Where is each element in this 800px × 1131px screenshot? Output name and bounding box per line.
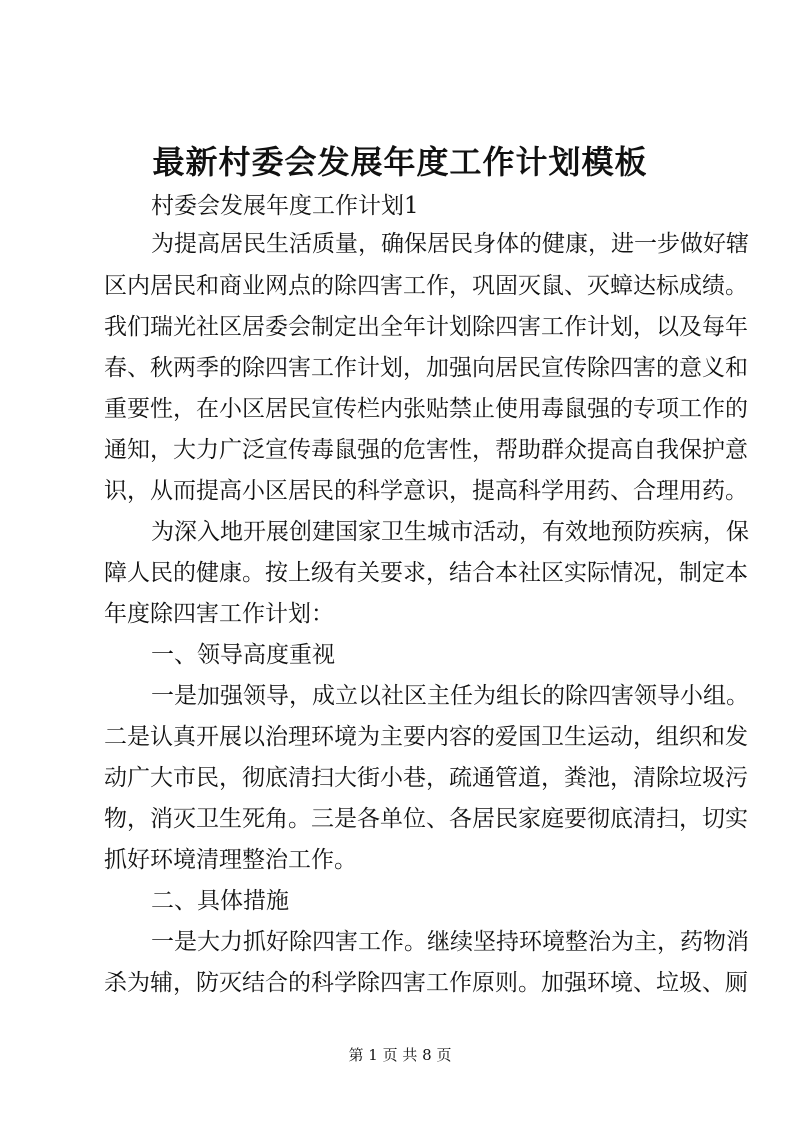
paragraph-line: 一是大力抓好除四害工作。继续坚持环境整治为主，药物消 [151,929,749,955]
paragraph-line: 为提高居民生活质量，确保居民身体的健康，进一步做好辖 [151,231,749,257]
paragraph-line: 我们瑞光社区居委会制定出全年计划除四害工作计划，以及每年 [104,314,748,340]
paragraph-line: 为深入地开展创建国家卫生城市活动，有效地预防疾病，保 [151,519,749,545]
section-heading: 二、具体措施 [151,888,289,914]
paragraph-line: 障人民的健康。按上级有关要求，结合本社区实际情况，制定本 [104,560,748,586]
paragraph-line: 识，从而提高小区居民的科学意识，提高科学用药、合理用药。 [104,478,748,504]
section-heading: 一、领导高度重视 [151,642,335,668]
paragraph-line: 一是加强领导，成立以社区主任为组长的除四害领导小组。 [151,683,749,709]
document-title: 最新村委会发展年度工作计划模板 [152,143,648,181]
paragraph-line: 重要性，在小区居民宣传栏内张贴禁止使用毒鼠强的专项工作的 [104,396,748,422]
paragraph-line: 物，消灭卫生死角。三是各单位、各居民家庭要彻底清扫，切实 [104,806,748,832]
paragraph-line: 抓好环境清理整治工作。 [104,847,357,873]
paragraph-line: 动广大市民，彻底清扫大街小巷，疏通管道，粪池，清除垃圾污 [104,765,748,791]
paragraph-line: 区内居民和商业网点的除四害工作，巩固灭鼠、灭蟑达标成绩。 [104,273,748,299]
page-footer: 第 1 页 共 8 页 [348,1046,452,1064]
paragraph-line: 二是认真开展以治理环境为主要内容的爱国卫生运动，组织和发 [104,724,748,750]
paragraph-line: 春、秋两季的除四害工作计划，加强向居民宣传除四害的意义和 [104,355,748,381]
paragraph-line: 杀为辅，防灭结合的科学除四害工作原则。加强环境、垃圾、厕 [104,970,748,996]
section-subtitle: 村委会发展年度工作计划1 [151,193,419,219]
paragraph-line: 年度除四害工作计划： [104,601,334,627]
paragraph-line: 通知，大力广泛宣传毒鼠强的危害性，帮助群众提高自我保护意 [104,437,748,463]
